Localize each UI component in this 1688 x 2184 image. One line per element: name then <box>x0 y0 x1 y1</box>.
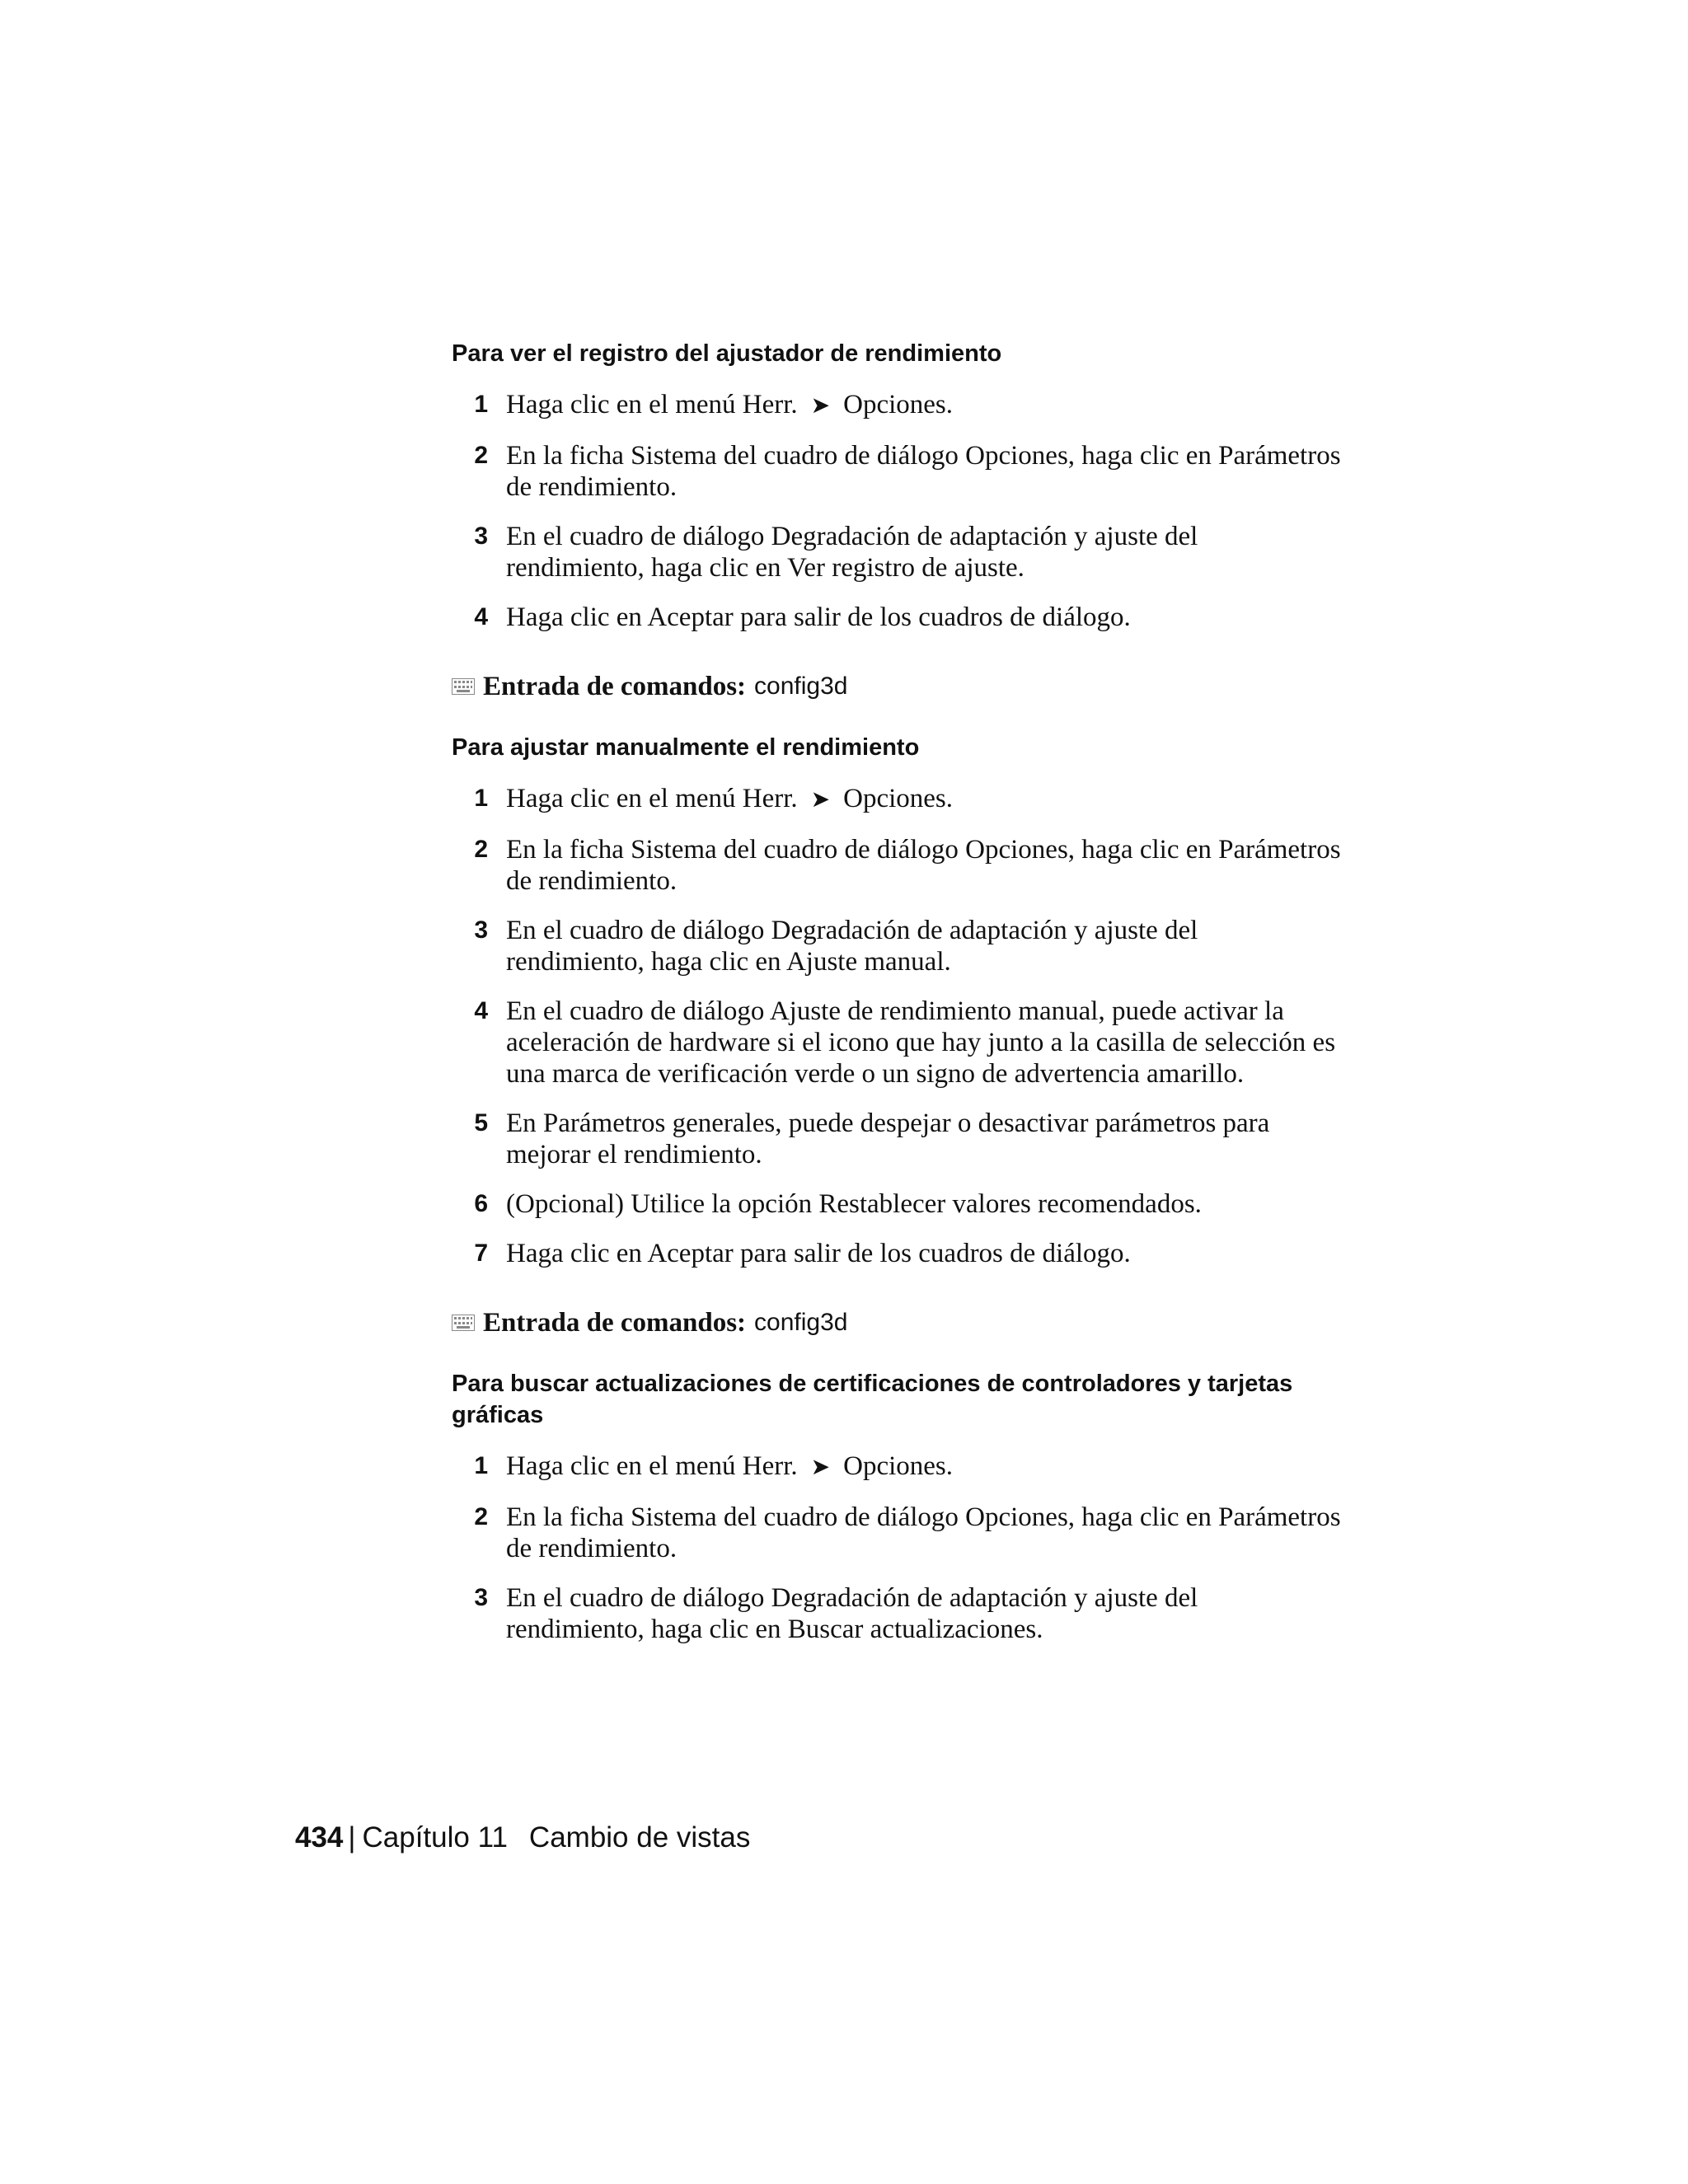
keyboard-icon <box>452 678 475 695</box>
command-label: Entrada de comandos: <box>483 1308 747 1338</box>
list-item <box>452 1188 1342 1220</box>
step-number: 2 <box>474 442 488 469</box>
step-number: 1 <box>474 1452 488 1479</box>
arrow-right-icon: ➤ <box>810 787 831 813</box>
step-number: 2 <box>474 836 488 863</box>
step-number: 3 <box>474 916 488 944</box>
command-value: config3d <box>754 1309 848 1336</box>
command-label: Entrada de comandos: <box>483 672 747 701</box>
step-list <box>452 389 1342 633</box>
list-item <box>452 521 1342 583</box>
page-footer <box>295 1820 750 1856</box>
step-text-before: Haga clic en el menú Herr. <box>506 784 798 813</box>
step-text: (Opcional) Utilice la opción Restablecer valores recomendados. <box>506 1189 1202 1219</box>
list-item <box>452 1502 1342 1564</box>
step-number: 5 <box>474 1109 488 1137</box>
command-entry <box>452 1307 1342 1338</box>
chapter-title: Cambio de vistas <box>528 1821 751 1854</box>
step-text: En el cuadro de diálogo Degradación de adaptación y ajuste del rendimiento, haga clic en Ver registro de ajuste. <box>506 522 1198 583</box>
step-text-after: Opciones. <box>843 1451 954 1481</box>
step-number: 3 <box>474 1584 488 1611</box>
step-text: En la ficha Sistema del cuadro de diálogo Opciones, haga clic en Parámetros de rendimiento. <box>506 835 1341 896</box>
list-item <box>452 783 1342 816</box>
step-text: En el cuadro de diálogo Degradación de adaptación y ajuste del rendimiento, haga clic en Ajuste manual. <box>506 916 1198 977</box>
step-number: 4 <box>474 603 488 630</box>
footer-separator: | <box>348 1821 356 1854</box>
list-item <box>452 834 1342 897</box>
step-number: 3 <box>474 523 488 550</box>
keyboard-icon <box>452 1315 475 1331</box>
list-item <box>452 1582 1342 1645</box>
page-number: 434 <box>295 1821 344 1854</box>
section-heading: Para ver el registro del ajustador de rendimiento <box>452 340 1002 367</box>
step-text-before: Haga clic en el menú Herr. <box>506 390 798 419</box>
step-text <box>506 1451 1342 1483</box>
step-number: 1 <box>474 785 488 812</box>
section-heading: Para buscar actualizaciones de certificaciones de controladores y tarjetas gráficas <box>452 1371 1293 1428</box>
section-view-tuner-log <box>452 338 1342 702</box>
section-check-updates <box>452 1368 1342 1645</box>
step-text <box>506 783 1342 816</box>
step-list <box>452 1451 1342 1645</box>
command-entry <box>452 671 1342 702</box>
step-text: Haga clic en Aceptar para salir de los cuadros de diálogo. <box>506 1239 1131 1268</box>
list-item <box>452 440 1342 503</box>
step-number: 6 <box>474 1190 488 1217</box>
step-text: En el cuadro de diálogo Ajuste de rendimiento manual, puede activar la aceleración de hardware si el icono que hay junto a la casilla de selección es una marca de verificación verde o un signo de advertencia amarillo. <box>506 996 1336 1089</box>
step-number: 7 <box>474 1240 488 1267</box>
page-content <box>452 338 1342 1663</box>
step-text: En la ficha Sistema del cuadro de diálogo Opciones, haga clic en Parámetros de rendimiento. <box>506 441 1341 502</box>
step-text: Haga clic en Aceptar para salir de los cuadros de diálogo. <box>506 602 1131 632</box>
arrow-right-icon: ➤ <box>810 393 831 419</box>
step-text: En la ficha Sistema del cuadro de diálogo Opciones, haga clic en Parámetros de rendimiento. <box>506 1502 1341 1563</box>
list-item <box>452 389 1342 422</box>
section-manual-tuning <box>452 732 1342 1338</box>
list-item <box>452 1108 1342 1170</box>
list-item <box>452 996 1342 1090</box>
list-item <box>452 602 1342 633</box>
step-text-before: Haga clic en el menú Herr. <box>506 1451 798 1481</box>
command-value: config3d <box>754 673 848 700</box>
list-item <box>452 1238 1342 1269</box>
step-list <box>452 783 1342 1269</box>
chapter-label: Capítulo 11 <box>362 1821 508 1854</box>
step-text-after: Opciones. <box>843 390 954 419</box>
step-text: En Parámetros generales, puede despejar o desactivar parámetros para mejorar el rendimiento. <box>506 1108 1270 1169</box>
list-item <box>452 915 1342 977</box>
step-text-after: Opciones. <box>843 784 954 813</box>
arrow-right-icon: ➤ <box>810 1455 831 1480</box>
section-heading: Para ajustar manualmente el rendimiento <box>452 734 920 761</box>
list-item <box>452 1451 1342 1483</box>
step-text <box>506 389 1342 422</box>
step-text: En el cuadro de diálogo Degradación de adaptación y ajuste del rendimiento, haga clic en Buscar actualizaciones. <box>506 1583 1198 1644</box>
step-number: 2 <box>474 1503 488 1530</box>
step-number: 1 <box>474 391 488 418</box>
step-number: 4 <box>474 997 488 1024</box>
